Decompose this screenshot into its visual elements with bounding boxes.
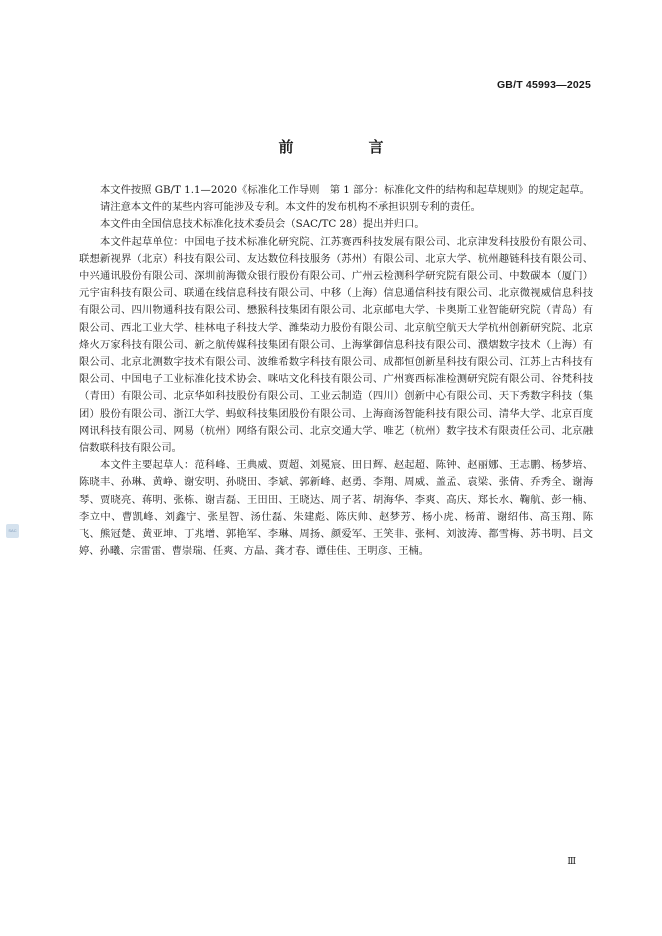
foreword-body <box>79 182 593 560</box>
page-number: Ⅲ <box>567 857 576 867</box>
paragraph-drafting-rules: 本文件按照 GB/T 1.1—2020《标准化工作导则 第 1 部分：标准化文件的结构和起草规则》的规定起草。 <box>100 184 590 196</box>
standard-code: GB/T 45993—2025 <box>496 79 591 91</box>
side-watermark-stamp: SAC <box>6 524 19 538</box>
paragraph-patent-notice: 请注意本文件的某些内容可能涉及专利。本文件的发布机构不承担识别专利的责任。 <box>100 201 481 214</box>
page-title: 前 言 <box>278 138 414 156</box>
paragraph-committee: 本文件由全国信息技术标准化技术委员会（SAC/TC 28）提出并归口。 <box>100 218 425 231</box>
paragraph-drafting-units: 本文件起草单位：中国电子技术标准化研究院、江苏赛西科技发展有限公司、北京津发科技股份有限公司、联想新视界（北京）科技有限公司、友达数位科技服务（苏州）有限公司、北京大学、杭州趣链科技有限公司、中兴通讯股份有限公司、深圳前海微众银行股份有限公司、广州云检测科学研究院有限公司、中数碳本（厦门）元宇宙科技有限公司、联通在线信息科技有限公司、中移（上海）信息通信科技有限公司、北京微视威信息科技有限公司、四川物通科技有限公司、懋猴科技集团有限公司、北京邮电大学、卡奥斯工业智能研究院（青岛）有限公司、西北工业大学、桂林电子科技大学、潍柴动力股份有限公司、北京航空航天大学杭州创新研究院、北京烽火万家科技有限公司、新之航传媒科技集团有限公司、上海掌御信息科技有限公司、濮熠数字技术（上海）有限公司、北京北测数字技术有限公司、波维希数字科技有限公司、成都恒创新星科技有限公司、江苏上古科技有限公司、中国电子工业标准化技术协会、咪咕文化科技有限公司、广州赛西标准检测研究院有限公司、谷梵科技（青田）有限公司、北京华如科技股份有限公司、工业云制造（四川）创新中心有限公司、天下秀数字科技（集团）股份有限公司、浙江大学、蚂蚁科技集团股份有限公司、上海商汤智能科技有限公司、清华大学、北京百度网讯科技有限公司、网易（杭州）网络有限公司、北京交通大学、唯艺（杭州）数字技术有限责任公司、北京融信数联科技有限公司。 <box>79 235 593 455</box>
paragraph-drafters: 本文件主要起草人：范科峰、王典威、贾超、刘冕宸、田日辉、赵起超、陈钟、赵丽娜、王志鹏、杨梦培、陈晓丰、孙琳、黄峥、谢安明、孙晓田、李斌、郭新峰、赵勇、李翔、周威、盖孟、袁梁、张倩、乔秀全、谢海琴、贾晓亮、蒋明、张栋、谢吉磊、王田田、王晓达、周子茗、胡海华、李爽、高庆、郑长水、鞠航、彭一楠、李立中、曹凯峰、刘鑫宁、张星智、汤仕磊、朱建彪、陈庆帅、赵梦芳、杨小虎、杨莆、谢绍伟、高玉翔、陈飞、熊冠楚、黄亚坤、丁兆增、郭艳军、李琳、周扬、颜爱军、王笑非、张柯、刘波涛、都雪梅、苏书明、吕文婷、孙曦、宗雷雷、曹崇瑞、任爽、方晶、龚才春、谭佳佳、王明彦、王楠。 <box>79 459 593 558</box>
